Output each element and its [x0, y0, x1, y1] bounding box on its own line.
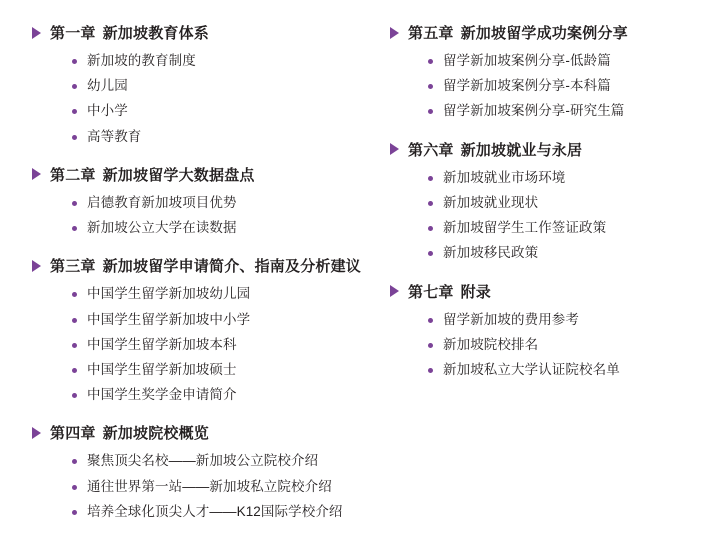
chapter-number: 第七章	[408, 283, 454, 301]
chapter	[32, 22, 352, 146]
section-label: 留学新加坡案例分享-研究生篇	[443, 103, 625, 119]
bullet-dot-icon	[72, 135, 77, 140]
section-label: 中国学生留学新加坡本科	[87, 336, 237, 352]
chapter-heading[interactable]	[32, 255, 362, 276]
section-list	[32, 52, 352, 146]
section-label: 中国学生留学新加坡幼儿园	[87, 286, 251, 302]
chapter-heading[interactable]	[32, 422, 352, 443]
section-item[interactable]	[72, 52, 352, 70]
section-label: 新加坡就业市场环境	[443, 169, 566, 185]
bullet-dot-icon	[72, 368, 77, 373]
chapter-title: 新加坡留学申请简介、指南及分析建议	[102, 258, 362, 276]
chapter-number: 第三章	[50, 258, 96, 276]
section-item[interactable]	[72, 336, 352, 354]
triangle-right-icon	[390, 143, 399, 155]
bullet-dot-icon	[72, 84, 77, 89]
section-item[interactable]	[428, 52, 698, 70]
bullet-dot-icon	[72, 226, 77, 231]
chapter-number: 第六章	[408, 141, 454, 159]
triangle-right-icon	[32, 27, 41, 39]
section-label: 培养全球化顶尖人才——K12国际学校介绍	[87, 503, 343, 519]
section-label: 聚焦顶尖名校——新加坡公立院校介绍	[87, 453, 319, 469]
section-label: 新加坡就业现状	[443, 194, 539, 210]
section-label: 新加坡公立大学在读数据	[87, 220, 237, 236]
section-item[interactable]	[72, 128, 352, 146]
section-list	[32, 285, 352, 404]
chapter-heading[interactable]	[390, 139, 698, 160]
chapter-title: 新加坡院校概览	[102, 425, 210, 443]
bullet-dot-icon	[72, 318, 77, 323]
section-label: 幼儿园	[87, 78, 128, 94]
section-list	[390, 169, 698, 263]
section-item[interactable]	[428, 219, 698, 237]
section-label: 中国学生留学新加坡硕士	[87, 361, 237, 377]
chapter-title: 新加坡就业与永居	[460, 141, 583, 159]
triangle-right-icon	[32, 427, 41, 439]
section-label: 新加坡院校排名	[443, 336, 539, 352]
section-label: 留学新加坡案例分享-低龄篇	[443, 53, 611, 68]
section-item[interactable]	[428, 102, 698, 120]
right-column	[360, 22, 704, 379]
section-item[interactable]	[72, 194, 352, 212]
bullet-dot-icon	[72, 510, 77, 515]
section-label: 高等教育	[87, 128, 142, 144]
triangle-right-icon	[32, 168, 41, 180]
chapter-title: 新加坡留学成功案例分享	[460, 25, 628, 42]
bullet-dot-icon	[428, 84, 433, 89]
section-label: 通往世界第一站——新加坡私立院校介绍	[87, 478, 332, 494]
bullet-dot-icon	[428, 176, 433, 181]
bullet-dot-icon	[72, 109, 77, 114]
chapter	[390, 139, 698, 263]
bullet-dot-icon	[72, 292, 77, 297]
section-item[interactable]	[428, 336, 698, 354]
chapter	[32, 255, 362, 404]
chapter	[32, 164, 352, 237]
section-item[interactable]	[428, 311, 698, 329]
bullet-dot-icon	[428, 59, 433, 64]
chapter	[390, 22, 698, 121]
section-item[interactable]	[428, 244, 698, 262]
section-item[interactable]	[72, 219, 352, 237]
chapter-title: 新加坡留学大数据盘点	[102, 166, 255, 184]
section-label: 新加坡移民政策	[443, 245, 539, 261]
section-item[interactable]	[428, 77, 698, 95]
chapter-heading[interactable]	[390, 22, 698, 43]
chapter-heading[interactable]	[32, 22, 352, 43]
bullet-dot-icon	[72, 343, 77, 348]
bullet-dot-icon	[428, 251, 433, 256]
bullet-dot-icon	[72, 59, 77, 64]
bullet-dot-icon	[72, 485, 77, 490]
chapter-number: 第四章	[50, 425, 96, 443]
section-item[interactable]	[72, 311, 352, 329]
section-item[interactable]	[72, 285, 352, 303]
section-list	[390, 311, 698, 380]
section-label: 新加坡留学生工作签证政策	[443, 220, 607, 236]
chapter-title: 附录	[460, 283, 492, 301]
bullet-dot-icon	[72, 201, 77, 206]
section-label: 留学新加坡的费用参考	[443, 311, 579, 327]
chapter-heading[interactable]	[390, 281, 698, 302]
section-item[interactable]	[428, 194, 698, 212]
bullet-dot-icon	[428, 318, 433, 323]
bullet-dot-icon	[428, 226, 433, 231]
section-label: 中国学生奖学金申请简介	[87, 387, 237, 403]
chapter	[390, 281, 698, 380]
section-label: 中小学	[87, 103, 128, 119]
section-item[interactable]	[72, 77, 352, 95]
section-item[interactable]	[428, 169, 698, 187]
section-label: 新加坡私立大学认证院校名单	[443, 361, 620, 377]
bullet-dot-icon	[428, 368, 433, 373]
chapter-title: 新加坡教育体系	[102, 25, 210, 42]
bullet-dot-icon	[428, 109, 433, 114]
triangle-right-icon	[32, 260, 41, 272]
section-label: 中国学生留学新加坡中小学	[87, 311, 251, 327]
chapter	[32, 422, 352, 521]
bullet-dot-icon	[428, 201, 433, 206]
section-item[interactable]	[72, 478, 352, 496]
bullet-dot-icon	[428, 343, 433, 348]
section-label: 启德教育新加坡项目优势	[87, 194, 237, 210]
section-item[interactable]	[72, 452, 352, 470]
bullet-dot-icon	[72, 459, 77, 464]
section-item[interactable]	[72, 361, 352, 379]
section-item[interactable]	[72, 102, 352, 120]
section-list	[32, 452, 352, 521]
chapter-number: 第五章	[408, 25, 454, 42]
left-column	[16, 22, 360, 521]
section-list	[390, 52, 698, 121]
section-label: 留学新加坡案例分享-本科篇	[443, 78, 611, 94]
bullet-dot-icon	[72, 393, 77, 398]
section-item[interactable]	[72, 386, 352, 404]
triangle-right-icon	[390, 27, 399, 39]
section-item[interactable]	[72, 503, 352, 521]
section-label: 新加坡的教育制度	[87, 53, 196, 68]
chapter-heading[interactable]	[32, 164, 352, 185]
chapter-number: 第二章	[50, 166, 96, 184]
section-item[interactable]	[428, 361, 698, 379]
chapter-number: 第一章	[50, 25, 96, 42]
section-list	[32, 194, 352, 237]
triangle-right-icon	[390, 285, 399, 297]
